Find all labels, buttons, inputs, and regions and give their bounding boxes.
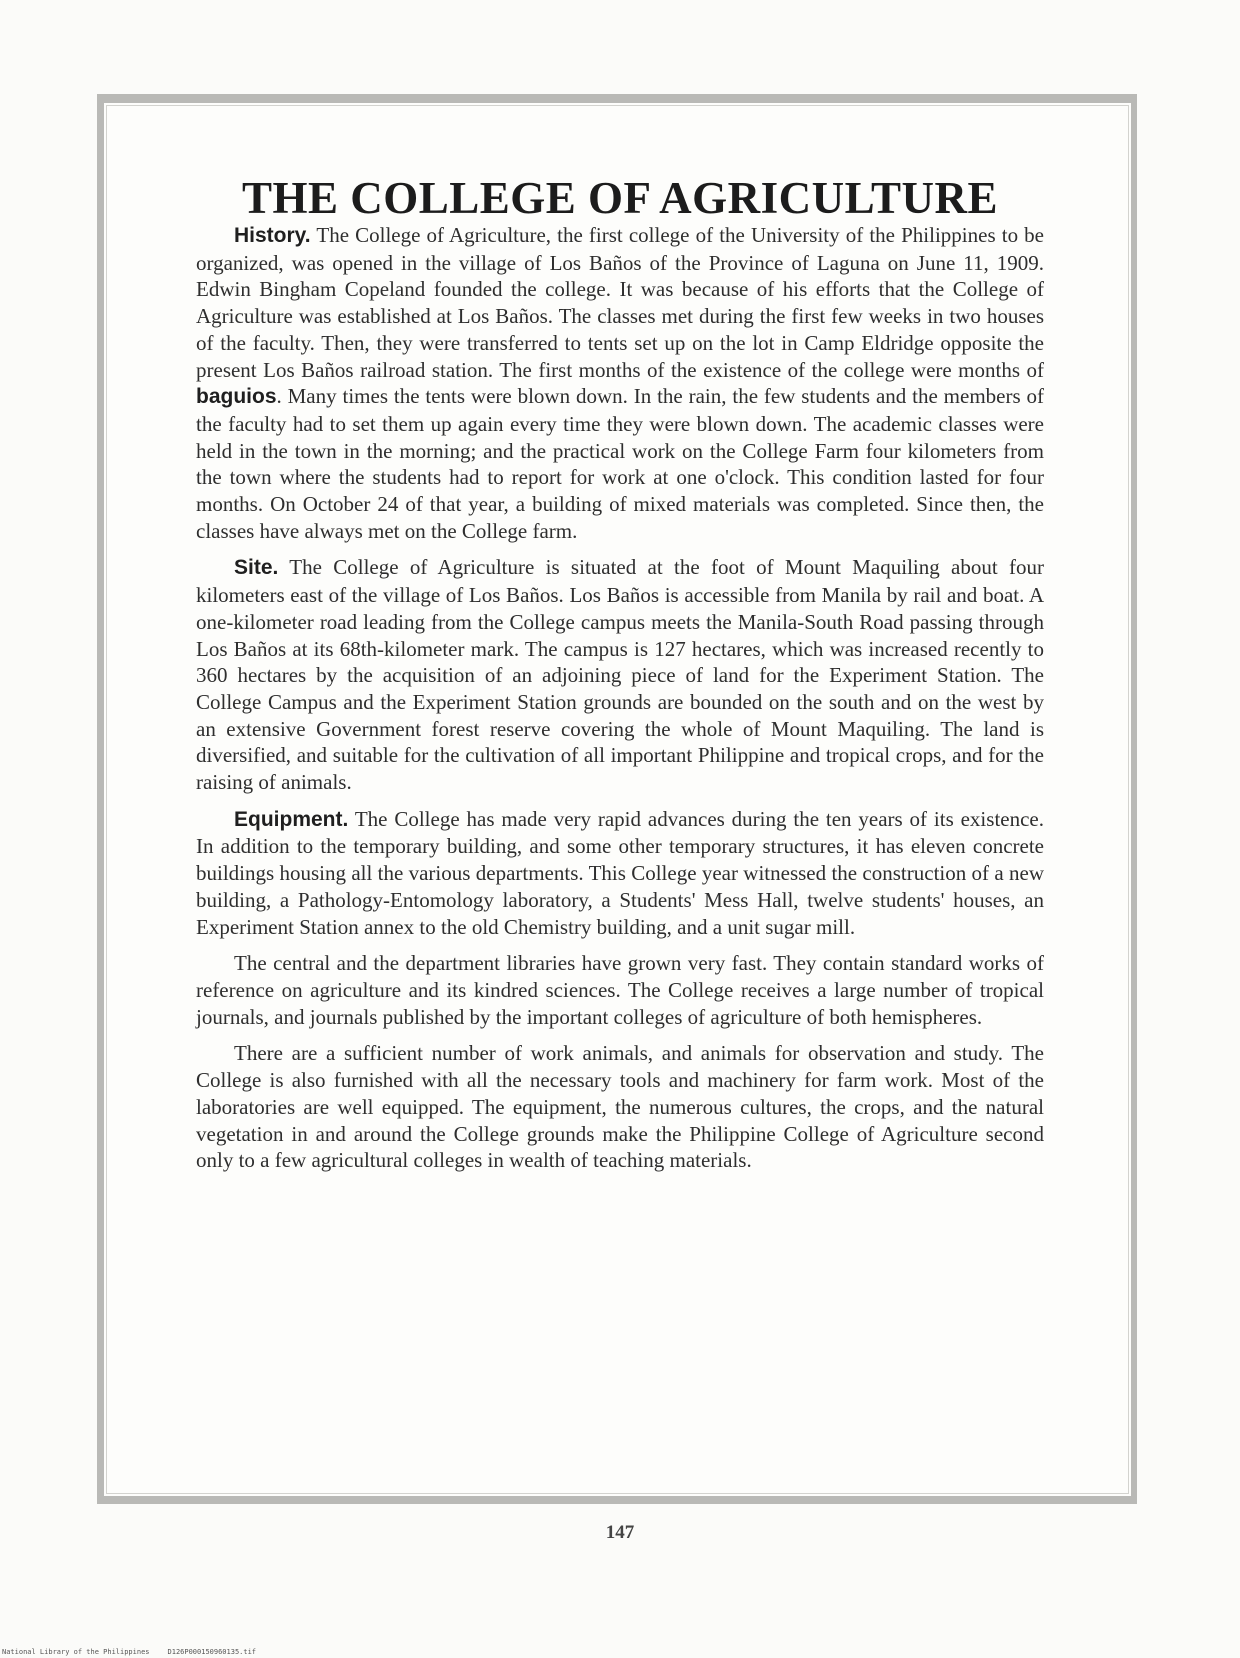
animals-paragraph: There are a sufficient number of work animals, and animals for observation and study. The College is also furnished with all the necessary tools and machinery for farm work. Most of the laboratories are well equipped. The equipment, the numerous cultures, the crops, and the natural vegetation in and around the College grounds make the Philippine College of Agriculture second only to a few agricultural colleges in wealth of teaching materials. — [196, 1041, 1044, 1173]
site-text: The College of Agriculture is situated at the foot of Mount Maquiling about four kilometers east of the village of Los Baños. Los Baños is accessible from Manila by rail and boat. A one-kilometer road leading from the College campus meets the Manila-South Road passing through Los Baños at its 68th-kilometer mark. The campus is 127 hectares, which was increased recently to 360 hectares by the acquisition of an adjoining piece of land for the Experiment Station. The College Campus and the Experiment Station grounds are bounded on the south and on the west by an extensive Government forest reserve covering the whole of Mount Maquiling. The land is diversified, and suitable for the cultivation of all important Philippine and tropical crops, and for the raising of animals. — [196, 555, 1044, 795]
history-heading: History. — [234, 224, 311, 247]
scan-footer — [2, 1648, 256, 1656]
page-title: THE COLLEGE OF AGRICULTURE — [241, 173, 999, 223]
equipment-text: The College has made very rapid advances during the ten years of its existence. In addition to the temporary building, and some other temporary structures, it has eleven concrete buildings housing all the various departments. This College year witnessed the construction of a new building, a Pathology-Entomology laboratory, a Students' Mess Hall, twelve students' houses, an Experiment Station annex to the old Chemistry building, and a unit sugar mill. — [196, 806, 1044, 939]
history-paragraph — [196, 222, 1044, 544]
site-paragraph — [196, 554, 1044, 795]
site-heading: Site. — [234, 556, 279, 580]
footer-file-id: D126P000150960135.tif — [167, 1648, 257, 1656]
article-body — [196, 222, 1044, 1184]
libraries-paragraph: The central and the department libraries have grown very fast. They contain standard works of reference on agriculture and its kindred sciences. The College receives a large number of tropical journals, and journals published by the important colleges of agriculture of both hemispheres. — [196, 951, 1044, 1029]
equipment-paragraph — [196, 806, 1044, 941]
equipment-heading: Equipment. — [234, 807, 349, 831]
history-text-part-1: The College of Agriculture, the first college of the University of the Philippines to be organized, was opened in the village of Los Baños of the Province of Laguna on June 11, 1909. Edwin Bingham Copeland founded the college. It was because of his efforts that the College of Agriculture was established at Los Baños. The classes met during the first few weeks in two houses of the faculty. Then, they were transferred to tents set up on the lot in Camp Eldridge opposite the present Los Baños railroad station. The first months of the existence of the college were months of — [196, 223, 1044, 382]
footer-source: National Library of the Philippines — [2, 1648, 150, 1656]
page-number: 147 — [605, 1522, 635, 1543]
history-emphasis-word: baguios — [196, 385, 277, 409]
history-text-part-2: . Many times the tents were blown down. In the rain, the few students and the members of the faculty had to set them up again every time they were blown down. The academic classes were held in the town in the morning; and the practical work on the College Farm four kilometers from the town where the students had to report for work at one o'clock. This condition lasted for four months. On October 24 of that year, a building of mixed materials was completed. Since then, the classes have always met on the College farm. — [196, 384, 1044, 543]
